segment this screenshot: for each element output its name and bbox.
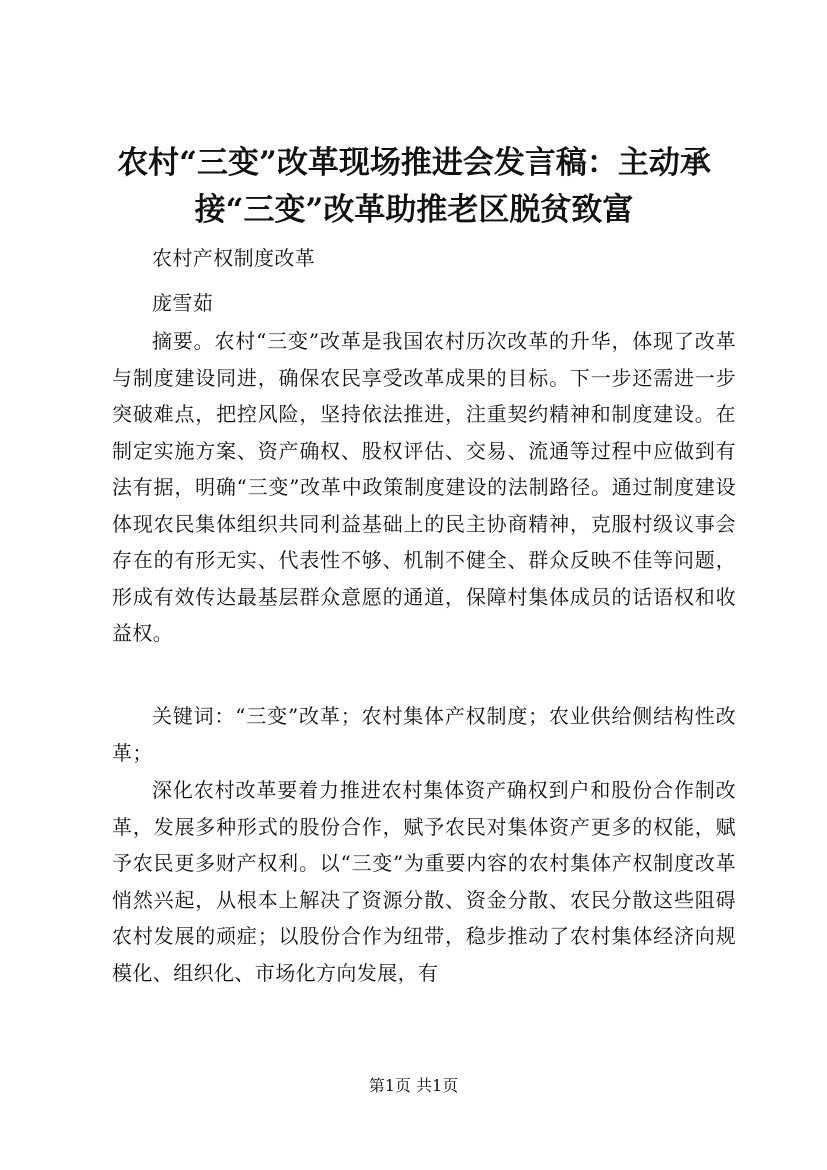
document-author: 庞雪茹: [152, 291, 214, 315]
page-footer: 第1页 共1页: [368, 1076, 459, 1095]
body-paragraph: 深化农村改革要着力推进农村集体资产确权到户和股份合作制改革，发展多种形式的股份合作，赋予农民对集体资产更多的权能，赋予农民更多财产权利。以“三变”为重要内容的农村集体产权制度改革悄然兴起，从根本上解决了资源分散、资金分散、农民分散这些阻碍农村发展的顽症；以股份合作为纽带，稳步推动了农村集体经济向规模化、组织化、市场化方向发展，有: [112, 778, 736, 985]
keywords-paragraph: 关键词：“三变”改革；农村集体产权制度；农业供给侧结构性改革；: [112, 704, 736, 765]
document-category: 农村产权制度改革: [152, 246, 316, 270]
document-title: 农村“三变”改革现场推进会发言稿：主动承接“三变”改革助推老区脱贫致富: [117, 145, 711, 228]
abstract-paragraph: 摘要。农村“三变”改革是我国农村历次改革的升华，体现了改革与制度建设同进，确保农民享受改革成果的目标。下一步还需进一步突破难点，把控风险，坚持依法推进，注重契约精神和制度建设。在制定实施方案、资产确权、股权评估、交易、流通等过程中应做到有法有据，明确“三变”改革中政策制度建设的法制路径。通过制度建设体现农民集体组织共同利益基础上的民主协商精神，克服村级议事会存在的有形无实、代表性不够、机制不健全、群众反映不佳等问题，形成有效传达最基层群众意愿的通道，保障村集体成员的话语权和收益权。: [112, 329, 736, 645]
